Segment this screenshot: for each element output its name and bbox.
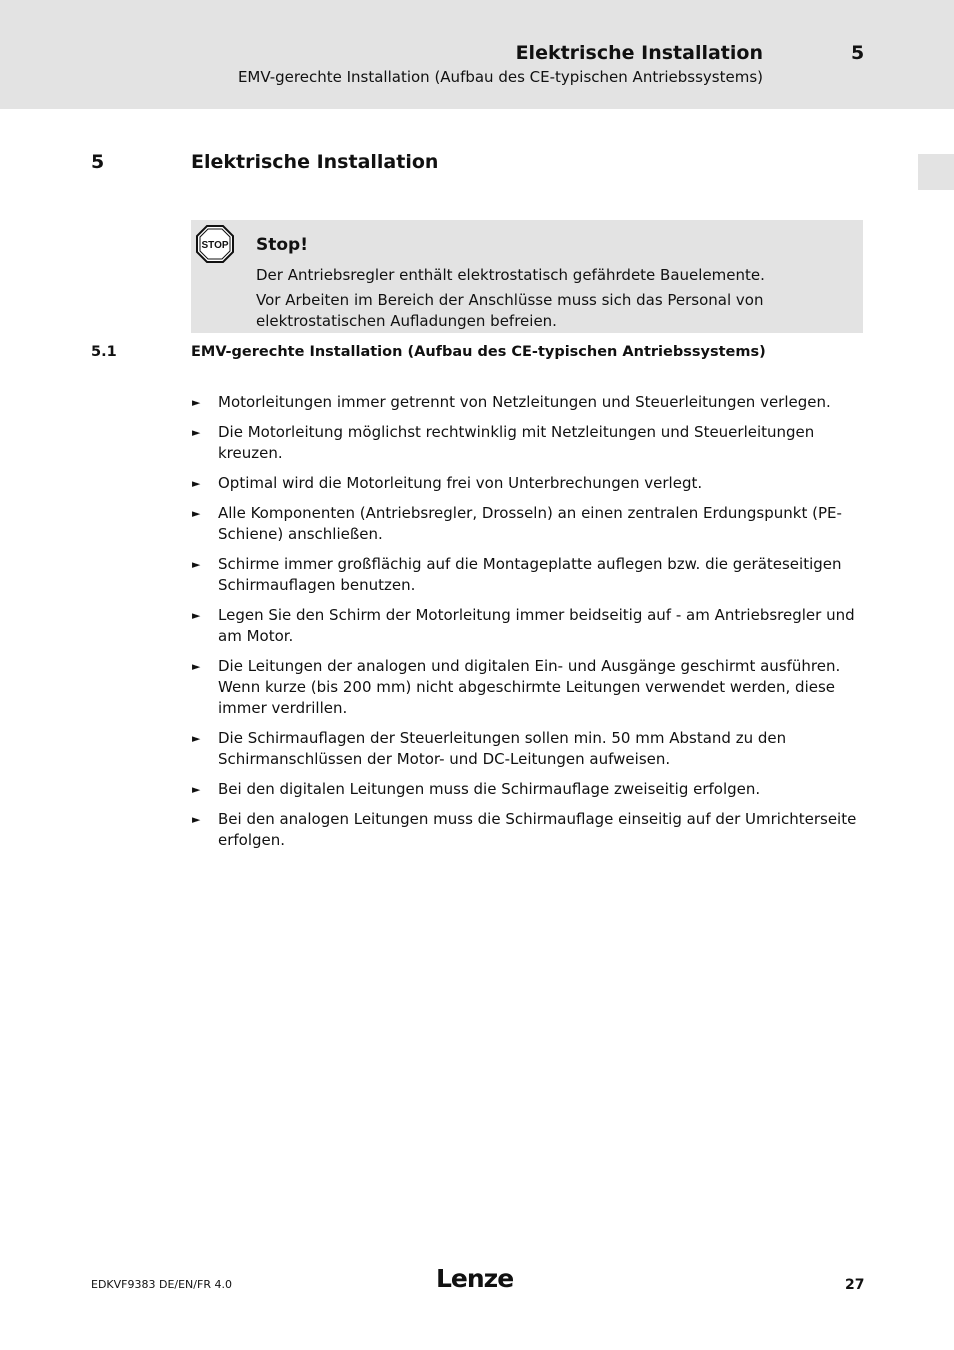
bullet-item xyxy=(191,473,863,494)
bullet-text: Motorleitungen immer getrennt von Netzleitungen und Steuerleitungen verlegen. xyxy=(218,393,831,411)
bullet-arrow-icon: ► xyxy=(192,660,201,673)
bullet-text: Die Leitungen der analogen und digitalen Ein- und Ausgänge geschirmt ausführen. Wenn kurze (bis 200 mm) nicht abgeschirmte Leitungen verwendet werden, diese immer verdrillen. xyxy=(218,657,841,717)
stop-text-line: Der Antriebsregler enthält elektrostatisch gefährdete Bauelemente. xyxy=(256,266,765,284)
stop-sign-icon xyxy=(196,225,234,263)
bullet-item xyxy=(191,554,863,596)
bullet-list xyxy=(191,392,863,860)
bullet-item xyxy=(191,422,863,464)
bullet-arrow-icon: ► xyxy=(192,396,201,409)
bullet-item xyxy=(191,605,863,647)
bullet-text: Legen Sie den Schirm der Motorleitung immer beidseitig auf - am Antriebsregler und am Motor. xyxy=(218,606,855,645)
lenze-logo: Lenze xyxy=(436,1264,514,1293)
bullet-text: Die Schirmauflagen der Steuerleitungen sollen min. 50 mm Abstand zu den Schirmanschlüssen der Motor- und DC-Leitungen aufweisen. xyxy=(218,729,787,768)
stop-heading: Stop! xyxy=(256,235,308,255)
bullet-item xyxy=(191,728,863,770)
bullet-arrow-icon: ► xyxy=(192,813,201,826)
bullet-arrow-icon: ► xyxy=(192,426,201,439)
bullet-item xyxy=(191,656,863,719)
chapter-side-tab xyxy=(918,154,954,190)
bullet-item xyxy=(191,779,863,800)
bullet-text: Die Motorleitung möglichst rechtwinklig mit Netzleitungen und Steuerleitungen kreuzen. xyxy=(218,423,815,462)
bullet-arrow-icon: ► xyxy=(192,477,201,490)
page-header xyxy=(0,0,954,109)
header-title: Elektrische Installation xyxy=(515,42,763,64)
bullet-text: Schirme immer großflächig auf die Montageplatte auflegen bzw. die geräteseitigen Schirmauflagen benutzen. xyxy=(218,555,842,594)
bullet-arrow-icon: ► xyxy=(192,783,201,796)
bullet-arrow-icon: ► xyxy=(192,558,201,571)
subsection-title: EMV-gerechte Installation (Aufbau des CE-typischen Antriebssystems) xyxy=(191,344,766,360)
section-number: 5 xyxy=(91,151,105,173)
footer-document-id: EDKVF9383 DE/EN/FR 4.0 xyxy=(91,1278,232,1291)
page-number: 27 xyxy=(845,1277,865,1293)
header-chapter-number: 5 xyxy=(851,42,865,64)
bullet-text: Alle Komponenten (Antriebsregler, Drosseln) an einen zentralen Erdungspunkt (PE-Schiene) anschließen. xyxy=(218,504,842,543)
bullet-text: Bei den analogen Leitungen muss die Schirmauflage einseitig auf der Umrichterseite erfolgen. xyxy=(218,810,857,849)
section-title: Elektrische Installation xyxy=(191,151,439,173)
bullet-arrow-icon: ► xyxy=(192,507,201,520)
bullet-arrow-icon: ► xyxy=(192,732,201,745)
bullet-text: Bei den digitalen Leitungen muss die Schirmauflage zweiseitig erfolgen. xyxy=(218,780,761,798)
subsection-number: 5.1 xyxy=(91,344,117,360)
header-subtitle: EMV-gerechte Installation (Aufbau des CE-typischen Antriebssystems) xyxy=(237,68,763,86)
bullet-item xyxy=(191,809,863,851)
bullet-item xyxy=(191,392,863,413)
bullet-item xyxy=(191,503,863,545)
svg-text:STOP: STOP xyxy=(201,240,229,251)
bullet-text: Optimal wird die Motorleitung frei von Unterbrechungen verlegt. xyxy=(218,474,703,492)
stop-warning-box xyxy=(191,220,863,333)
bullet-arrow-icon: ► xyxy=(192,609,201,622)
stop-text-line: Vor Arbeiten im Bereich der Anschlüsse muss sich das Personal von elektrostatischen Aufladungen befreien. xyxy=(256,291,764,330)
